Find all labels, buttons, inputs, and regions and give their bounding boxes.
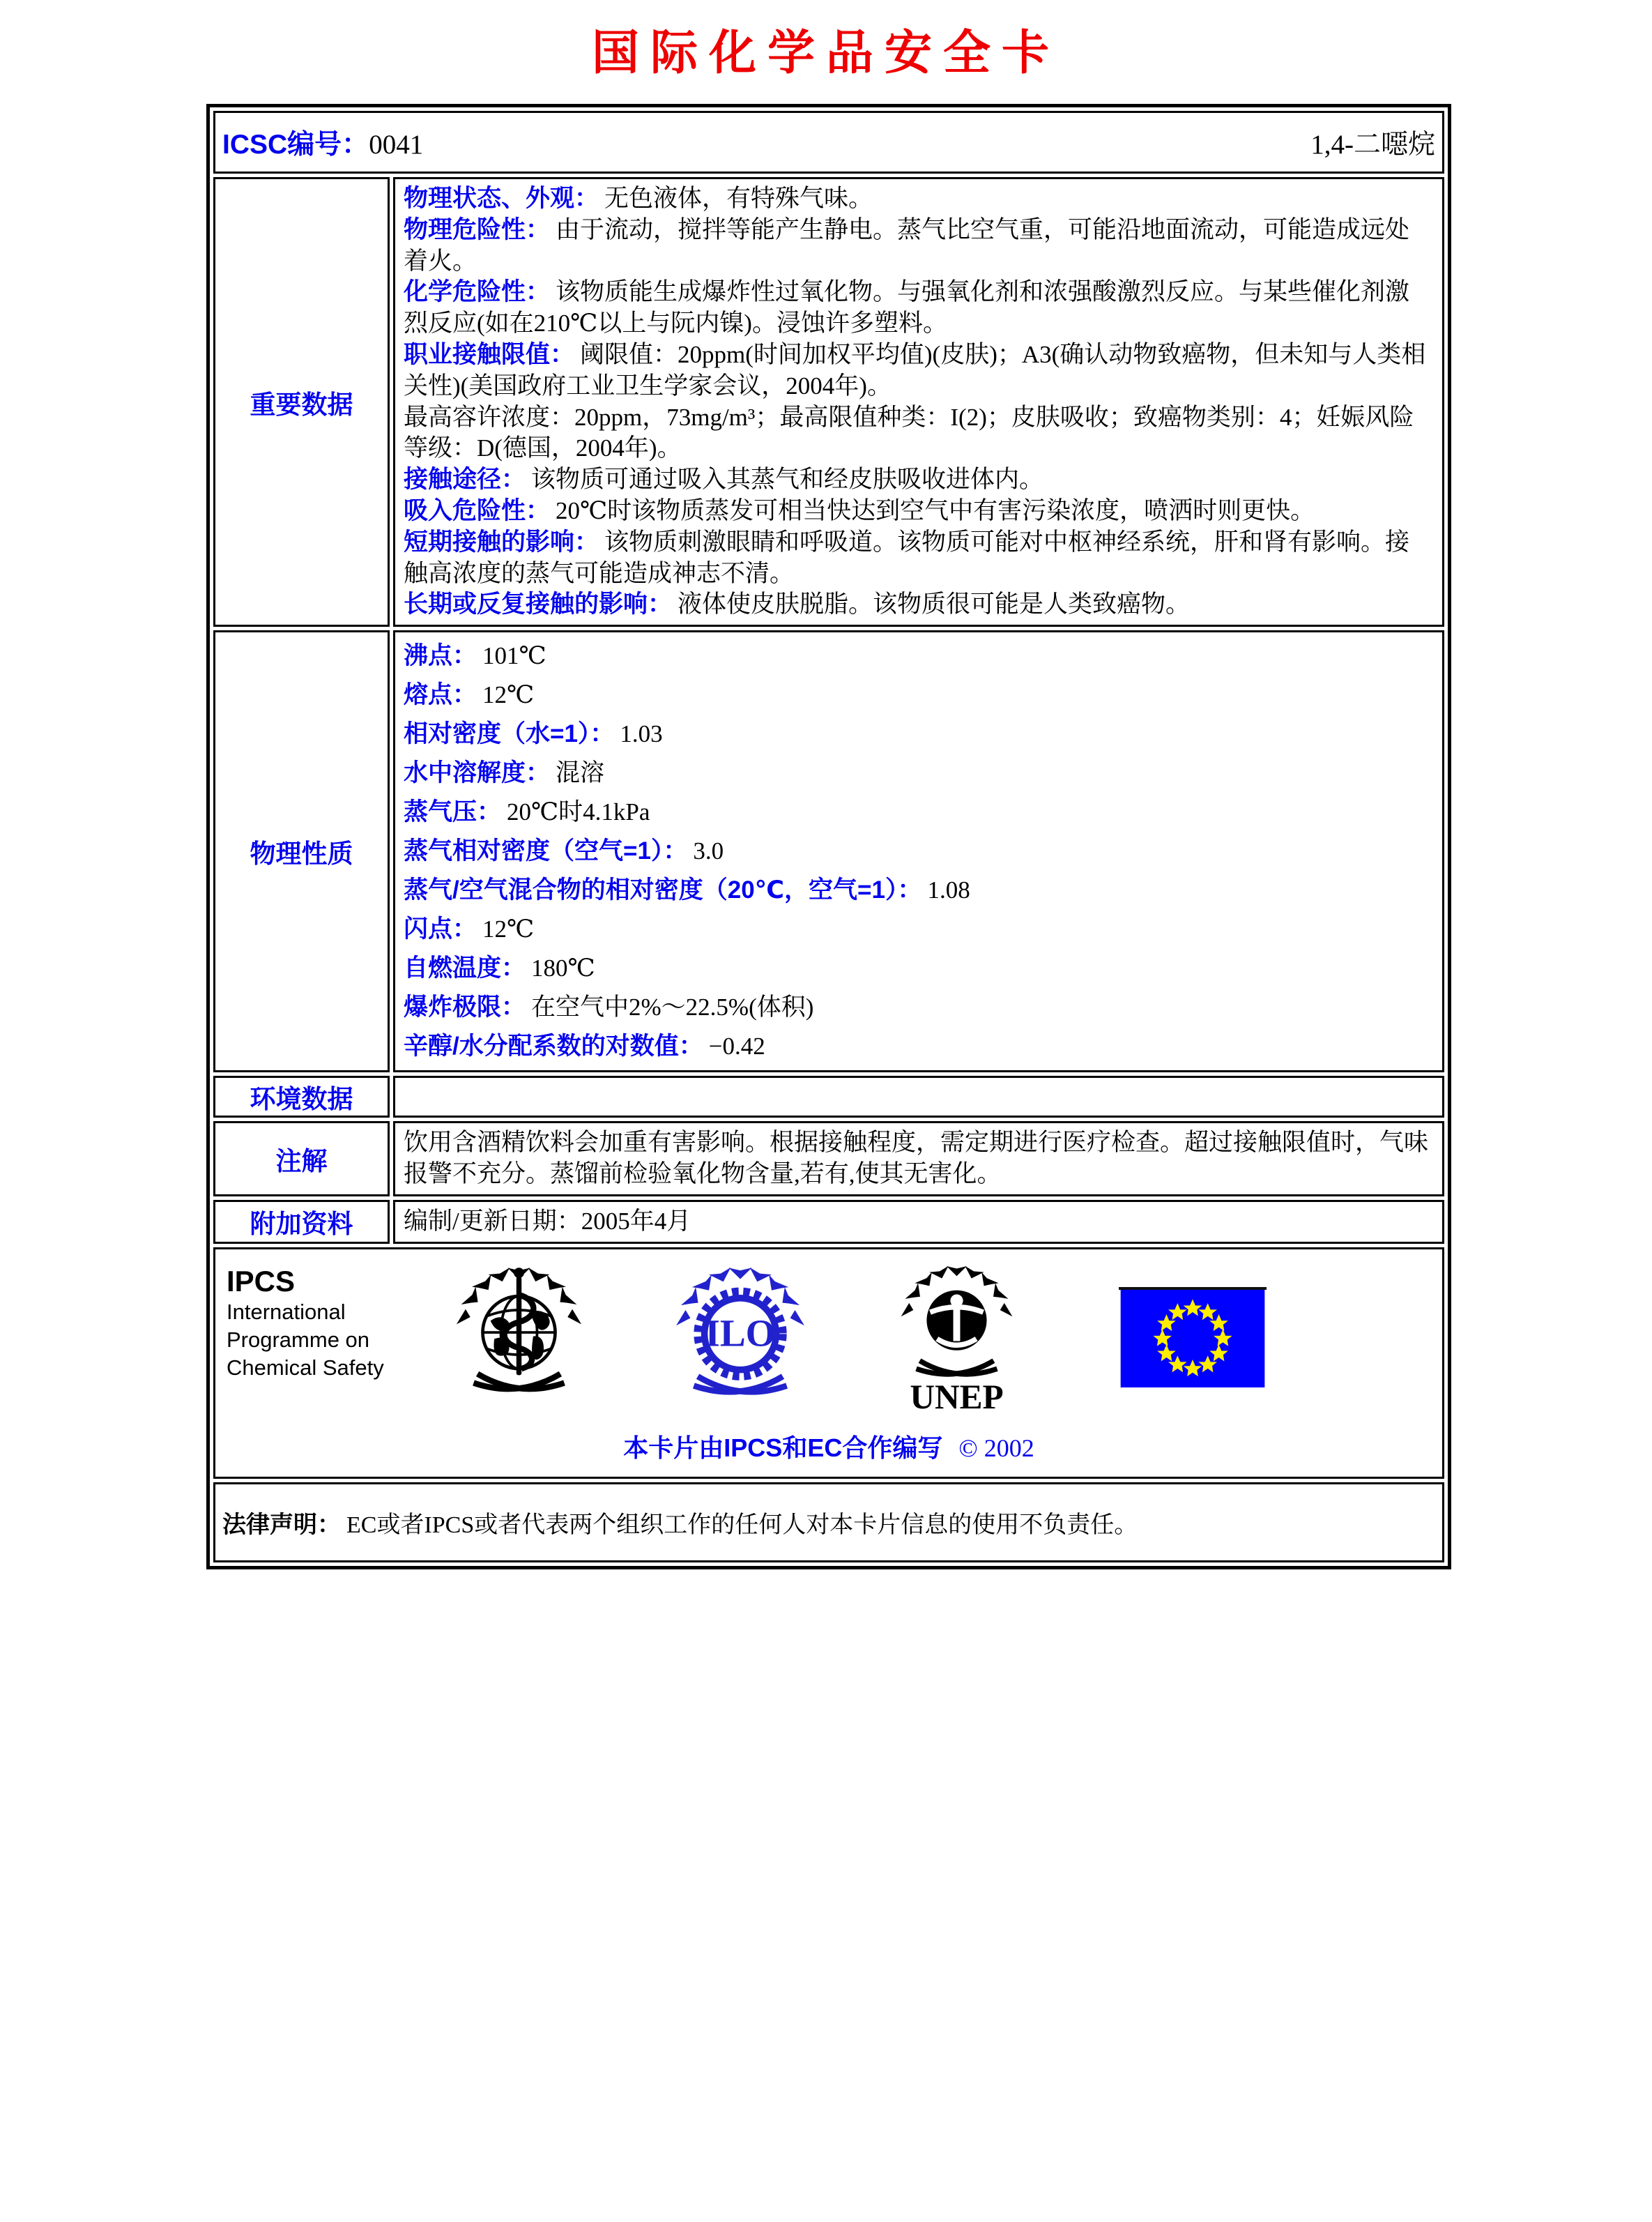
property-value: 20℃时4.1kPa xyxy=(507,798,650,826)
property-value: 180℃ xyxy=(531,954,595,982)
ipcs-text-block xyxy=(227,1259,436,1383)
header-row xyxy=(213,111,1444,174)
item-label: 物理状态、外观： xyxy=(404,185,599,212)
icsc-table xyxy=(206,104,1451,1569)
logos-row xyxy=(227,1259,1431,1416)
important-data-item xyxy=(404,527,1434,590)
property-value: −0.42 xyxy=(708,1033,765,1060)
item-text: 该物质能生成爆炸性过氧化物。与强氧化剂和浓强酸激烈反应。与某些催化剂激烈反应(如在210℃以上与阮内镍)。浸蚀许多塑料。 xyxy=(404,278,1410,337)
legal-cell xyxy=(213,1482,1444,1562)
unep-logo-icon xyxy=(892,1259,1021,1416)
item-text: 无色液体，有特殊气味。 xyxy=(604,185,873,212)
update-date-value: 2005年4月 xyxy=(581,1207,691,1235)
property-label: 闪点： xyxy=(404,915,477,943)
property-value: 101℃ xyxy=(482,642,546,670)
chemical-name: 1,4-二噁烷 xyxy=(1310,130,1435,160)
unep-logo-text: UNEP xyxy=(910,1377,1004,1416)
item-label: 接触途径： xyxy=(404,466,526,494)
environmental-data-row xyxy=(213,1076,1444,1118)
additional-info-content xyxy=(393,1200,1444,1244)
footer-caption xyxy=(227,1429,1431,1464)
property-label: 辛醇/水分配系数的对数值： xyxy=(404,1033,703,1060)
important-data-item xyxy=(404,215,1434,277)
physical-property-item xyxy=(404,949,1434,988)
icsc-number xyxy=(222,123,423,162)
item-text: 该物质刺激眼睛和呼吸道。该物质可能对中枢神经系统，肝和肾有影响。接触高浓度的蒸气可能造成神志不清。 xyxy=(404,528,1410,587)
property-value: 1.03 xyxy=(620,720,663,748)
item-label: 化学危险性： xyxy=(404,278,551,306)
physical-property-item xyxy=(404,988,1434,1027)
physical-property-item xyxy=(404,754,1434,793)
important-data-item xyxy=(404,183,1434,215)
footer-copyright: © 2002 xyxy=(958,1433,1034,1462)
important-data-content xyxy=(393,177,1444,627)
item-text: 20℃时该物质蒸发可相当快达到空气中有害污染浓度，喷洒时则更快。 xyxy=(556,496,1315,524)
physical-property-item xyxy=(404,676,1434,715)
important-data-item xyxy=(404,589,1434,621)
important-data-row xyxy=(213,177,1444,627)
item-text: 液体使皮肤脱脂。该物质很可能是人类致癌物。 xyxy=(678,591,1191,618)
icsc-number-label: ICSC编号： xyxy=(222,130,369,160)
property-label: 水中溶解度： xyxy=(404,759,551,787)
physical-property-item xyxy=(404,637,1434,676)
property-label: 熔点： xyxy=(404,681,477,709)
property-label: 爆炸极限： xyxy=(404,994,526,1021)
important-data-item xyxy=(404,340,1434,402)
header-cell xyxy=(213,111,1444,174)
section-label-physical-properties: 物理性质 xyxy=(213,630,390,1072)
property-label: 相对密度（水=1）： xyxy=(404,720,615,748)
property-value: 3.0 xyxy=(693,837,724,865)
property-label: 沸点： xyxy=(404,642,477,670)
physical-property-item xyxy=(404,910,1434,949)
item-label: 短期接触的影响： xyxy=(404,528,599,556)
item-text: 最高容许浓度：20ppm，73mg/m³；最高限值种类：I(2)；皮肤吸收；致癌物类别：4；妊娠风险等级：D(德国，2004年)。 xyxy=(404,403,1414,462)
property-value: 12℃ xyxy=(482,681,535,709)
ilo-logo-icon xyxy=(671,1264,810,1410)
important-data-item xyxy=(404,496,1434,527)
property-value: 混溶 xyxy=(556,759,605,787)
physical-properties-row xyxy=(213,630,1444,1072)
section-label-additional-info: 附加资料 xyxy=(213,1200,390,1244)
property-value: 1.08 xyxy=(927,876,970,904)
legal-row xyxy=(213,1482,1444,1562)
property-value: 12℃ xyxy=(482,915,535,943)
property-label: 蒸气相对密度（空气=1）： xyxy=(404,837,688,865)
property-value: 在空气中2%～22.5%(体积) xyxy=(531,994,814,1021)
ipcs-line-3: Chemical Safety xyxy=(227,1355,384,1380)
property-label: 蒸气压： xyxy=(404,798,502,826)
additional-info-row xyxy=(213,1200,1444,1244)
item-text: 该物质可通过吸入其蒸气和经皮肤吸收进体内。 xyxy=(531,466,1044,494)
eu-flag-icon xyxy=(1119,1287,1267,1387)
item-label: 物理危险性： xyxy=(404,215,551,243)
ipcs-abbr: IPCS xyxy=(227,1264,296,1298)
physical-properties-content xyxy=(393,630,1444,1072)
notes-content: 饮用含酒精饮料会加重有害影响。根据接触程度，需定期进行医疗检查。超过接触限值时，气味报警不充分。蒸馏前检验氧化物含量,若有,使其无害化。 xyxy=(393,1121,1444,1196)
important-data-item xyxy=(404,464,1434,496)
property-label: 蒸气/空气混合物的相对密度（20℃，空气=1）： xyxy=(404,876,922,904)
physical-property-item xyxy=(404,715,1434,754)
legal-text: EC或者IPCS或者代表两个组织工作的任何人对本卡片信息的使用不负责任。 xyxy=(346,1512,1138,1538)
ipcs-line-2: Programme on xyxy=(227,1327,370,1352)
physical-property-item xyxy=(404,871,1434,910)
icsc-number-value: 0041 xyxy=(369,130,424,160)
legal-label: 法律声明： xyxy=(222,1511,341,1538)
who-logo-icon xyxy=(451,1263,587,1413)
important-data-item xyxy=(404,277,1434,340)
page-title: 国际化学品安全卡 xyxy=(591,26,1060,79)
footer-cell xyxy=(213,1247,1444,1479)
property-label: 自燃温度： xyxy=(404,954,526,982)
item-label: 职业接触限值： xyxy=(404,340,575,368)
section-label-environmental-data: 环境数据 xyxy=(213,1076,390,1118)
footer-row xyxy=(213,1247,1444,1479)
physical-property-item xyxy=(404,793,1434,832)
environmental-data-content xyxy=(393,1076,1444,1118)
item-text: 由于流动，搅拌等能产生静电。蒸气比空气重，可能沿地面流动，可能造成远处着火。 xyxy=(404,215,1410,275)
important-data-item xyxy=(404,402,1434,465)
ipcs-line-1: International xyxy=(227,1299,346,1324)
footer-caption-text: 本卡片由IPCS和EC合作编写 xyxy=(623,1433,943,1462)
item-label: 吸入危险性： xyxy=(404,496,551,524)
notes-row xyxy=(213,1121,1444,1196)
ilo-logo-text: ILO xyxy=(705,1311,776,1355)
section-label-important-data: 重要数据 xyxy=(213,177,390,627)
section-label-notes: 注解 xyxy=(213,1121,390,1196)
item-text: 阈限值：20ppm(时间加权平均值)(皮肤)；A3(确认动物致癌物，但未知与人类相关性)(美国政府工业卫生学家会议，2004年)。 xyxy=(404,340,1426,399)
update-date-label: 编制/更新日期： xyxy=(404,1207,581,1235)
item-label: 长期或反复接触的影响： xyxy=(404,591,673,618)
physical-property-item xyxy=(404,832,1434,871)
physical-property-item xyxy=(404,1027,1434,1066)
